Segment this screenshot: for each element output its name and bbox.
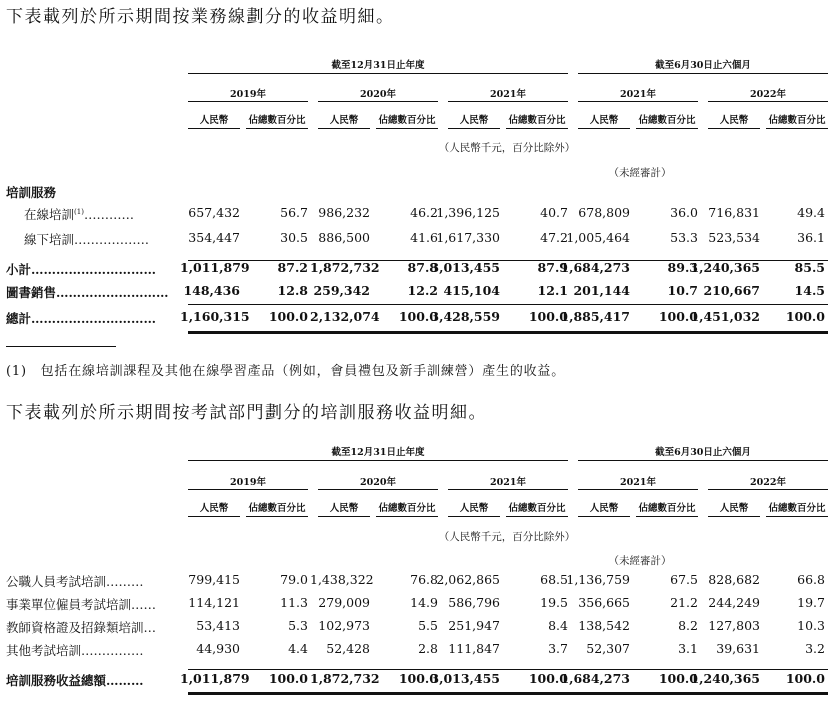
leader-dots: ……: [131, 597, 157, 612]
col-header-pct: 佔總數百分比: [378, 115, 436, 126]
cell-pct: 12.2: [407, 283, 438, 298]
cell-pct: 8.4: [548, 618, 568, 633]
cell-pct: 66.8: [797, 572, 825, 587]
cell-pct: 5.3: [288, 618, 308, 633]
col-header-rmb: 人民幣: [719, 115, 749, 126]
col-underline: [318, 128, 370, 129]
total-double-rule: [188, 692, 828, 695]
cell-pct: 49.4: [797, 205, 825, 220]
year-header: 2022年: [750, 89, 786, 100]
cell-pct: 67.5: [670, 572, 698, 587]
cell-rmb: 1,011,879: [180, 671, 250, 686]
cell-pct: 2.8: [418, 641, 438, 656]
col-header-pct: 佔總數百分比: [378, 503, 436, 514]
cell-pct: 3.1: [678, 641, 698, 656]
footnote-divider: [6, 346, 116, 347]
units-note: （人民幣千元，百分比除外）: [438, 531, 576, 543]
col-underline: [376, 516, 438, 517]
cell-pct: 87.8: [407, 260, 438, 275]
cell-pct: 100.0: [658, 671, 698, 686]
row-label: [6, 641, 144, 659]
cell-pct: 100.0: [398, 671, 438, 686]
year-underline: [578, 101, 698, 102]
cell-rmb: 657,432: [188, 205, 240, 220]
col-underline: [448, 516, 500, 517]
cell-pct: 56.7: [280, 205, 308, 220]
table-row: [0, 641, 829, 661]
year-underline: [448, 489, 568, 490]
col-underline: [636, 516, 698, 517]
cell-pct: 85.5: [794, 260, 825, 275]
col-header-pct: 佔總數百分比: [768, 503, 826, 514]
cell-pct: 100.0: [528, 309, 568, 324]
cell-pct: 53.3: [670, 230, 698, 245]
col-header-rmb: 人民幣: [199, 115, 229, 126]
cell-pct: 36.0: [670, 205, 698, 220]
cell-rmb: 1,438,322: [310, 572, 374, 587]
col-underline: [766, 516, 828, 517]
table-row: [0, 260, 829, 280]
col-header-pct: 佔總數百分比: [508, 503, 566, 514]
cell-pct: 36.1: [797, 230, 825, 245]
year-header: 2019年: [230, 89, 266, 100]
cell-pct: 89.3: [667, 260, 698, 275]
unaudited-note: （未經審計）: [608, 555, 672, 567]
year-header: 2019年: [230, 477, 266, 488]
cell-rmb: 201,144: [573, 283, 630, 298]
cell-pct: 76.8: [410, 572, 438, 587]
col-header-rmb: 人民幣: [329, 503, 359, 514]
year-underline: [318, 101, 438, 102]
cell-rmb: 3,428,559: [430, 309, 500, 324]
table-row: [0, 618, 829, 638]
row-label: [24, 230, 149, 248]
intro-business-line: 下表載列於所示期間按業務線劃分的收益明細。: [6, 7, 395, 27]
col-underline: [246, 128, 308, 129]
year-header: 2020年: [360, 477, 396, 488]
period-underline: [578, 460, 828, 461]
cell-pct: 4.4: [288, 641, 308, 656]
cell-pct: 68.5: [540, 572, 568, 587]
intro-exam-category: 下表載列於所示期間按考試部門劃分的培訓服務收益明細。: [6, 403, 487, 423]
cell-rmb: 1,684,273: [560, 671, 630, 686]
cell-rmb: 986,232: [318, 205, 370, 220]
cell-rmb: 279,009: [318, 595, 370, 610]
row-label-text: 事業單位僱員考試培訓: [6, 597, 132, 612]
cell-rmb: 251,947: [448, 618, 500, 633]
period-header-full-year: 截至12月31日止年度: [331, 447, 425, 458]
cell-rmb: 52,428: [326, 641, 370, 656]
cell-pct: 40.7: [540, 205, 568, 220]
leader-dots: ………………: [74, 232, 150, 247]
cell-rmb: 1,136,759: [566, 572, 630, 587]
cell-rmb: 244,249: [708, 595, 760, 610]
cell-rmb: 39,631: [716, 641, 760, 656]
col-underline: [766, 128, 828, 129]
year-header: 2021年: [490, 89, 526, 100]
year-underline: [318, 489, 438, 490]
cell-pct: 21.2: [670, 595, 698, 610]
row-label-text: 在線培訓: [24, 207, 75, 222]
cell-pct: 100.0: [528, 671, 568, 686]
col-header-pct: 佔總數百分比: [768, 115, 826, 126]
cell-pct: 5.5: [418, 618, 438, 633]
col-header-rmb: 人民幣: [459, 503, 489, 514]
cell-pct: 12.1: [537, 283, 568, 298]
period-header-six-months: 截至6月30日止六個月: [655, 447, 751, 458]
cell-rmb: 1,617,330: [436, 230, 500, 245]
row-label: [6, 595, 156, 613]
year-header: 2021年: [620, 477, 656, 488]
year-header: 2021年: [490, 477, 526, 488]
col-header-pct: 佔總數百分比: [508, 115, 566, 126]
cell-rmb: 1,872,732: [310, 671, 380, 686]
period-underline: [188, 73, 568, 74]
cell-rmb: 102,973: [318, 618, 370, 633]
cell-rmb: 354,447: [188, 230, 240, 245]
cell-rmb: 1,160,315: [180, 309, 250, 324]
footnote: (1) 包括在線培訓課程及其他在線學習產品（例如，會員禮包及新手訓練營）產生的收益。: [6, 364, 566, 379]
leader-dots: ………: [106, 574, 144, 589]
cell-rmb: 1,005,464: [566, 230, 630, 245]
row-label-text: 圖書銷售: [6, 285, 57, 300]
cell-pct: 14.5: [794, 283, 825, 298]
cell-rmb: 716,831: [708, 205, 760, 220]
row-label: [6, 309, 156, 327]
year-underline: [578, 489, 698, 490]
cell-rmb: 111,847: [448, 641, 500, 656]
revenue-by-business-line-table: [0, 0, 829, 340]
leader-dots: …………: [83, 207, 134, 222]
cell-rmb: 52,307: [586, 641, 630, 656]
col-underline: [448, 128, 500, 129]
cell-pct: 100.0: [268, 309, 308, 324]
cell-rmb: 1,451,032: [690, 309, 760, 324]
cell-pct: 14.9: [410, 595, 438, 610]
table-row: [0, 671, 829, 691]
cell-rmb: 3,013,455: [430, 260, 500, 275]
cell-rmb: 148,436: [183, 283, 240, 298]
cell-rmb: 44,930: [196, 641, 240, 656]
col-header-pct: 佔總數百分比: [638, 115, 696, 126]
col-header-pct: 佔總數百分比: [638, 503, 696, 514]
cell-rmb: 828,682: [708, 572, 760, 587]
year-header: 2020年: [360, 89, 396, 100]
row-label: [24, 205, 134, 223]
col-header-rmb: 人民幣: [329, 115, 359, 126]
cell-pct: 3.7: [548, 641, 568, 656]
cell-pct: 10.7: [667, 283, 698, 298]
col-underline: [578, 516, 630, 517]
cell-rmb: 1,396,125: [436, 205, 500, 220]
cell-pct: 46.2: [410, 205, 438, 220]
cell-pct: 30.5: [280, 230, 308, 245]
cell-pct: 100.0: [398, 309, 438, 324]
cell-pct: 19.5: [540, 595, 568, 610]
col-underline: [318, 516, 370, 517]
col-header-pct: 佔總數百分比: [248, 115, 306, 126]
row-label-text: 線下培訓: [24, 232, 75, 247]
col-underline: [188, 128, 240, 129]
section-label: 培訓服務: [6, 185, 57, 200]
cell-pct: 41.6: [410, 230, 438, 245]
cell-rmb: 127,803: [708, 618, 760, 633]
cell-pct: 87.9: [537, 260, 568, 275]
col-underline: [246, 516, 308, 517]
col-header-rmb: 人民幣: [199, 503, 229, 514]
col-underline: [708, 516, 760, 517]
col-header-rmb: 人民幣: [589, 115, 619, 126]
table-row: [0, 283, 829, 303]
cell-rmb: 886,500: [318, 230, 370, 245]
leader-dots: …………………………: [31, 311, 157, 326]
cell-rmb: 53,413: [196, 618, 240, 633]
leader-dots: …: [143, 620, 157, 635]
col-underline: [708, 128, 760, 129]
total-rule: [188, 304, 828, 305]
cell-rmb: 1,240,365: [690, 260, 760, 275]
units-note: （人民幣千元，百分比除外）: [438, 142, 576, 154]
cell-pct: 100.0: [268, 671, 308, 686]
cell-pct: 3.2: [805, 641, 825, 656]
cell-rmb: 114,121: [188, 595, 240, 610]
total-rule: [188, 669, 828, 670]
cell-rmb: 799,415: [188, 572, 240, 587]
period-underline: [578, 73, 828, 74]
col-header-rmb: 人民幣: [459, 115, 489, 126]
cell-pct: 79.0: [280, 572, 308, 587]
row-label-text: 公職人員考試培訓: [6, 574, 107, 589]
row-label: [6, 283, 169, 301]
leader-dots: ……………: [81, 643, 144, 658]
cell-rmb: 1,872,732: [310, 260, 380, 275]
cell-rmb: 1,240,365: [690, 671, 760, 686]
col-underline: [506, 128, 568, 129]
table-row: [0, 572, 829, 592]
cell-pct: 100.0: [785, 309, 825, 324]
col-underline: [578, 128, 630, 129]
cell-rmb: 586,796: [448, 595, 500, 610]
cell-rmb: 1,885,417: [560, 309, 630, 324]
table-row: [0, 230, 829, 250]
row-label-text: 小計: [6, 262, 32, 277]
cell-rmb: 2,062,865: [436, 572, 500, 587]
table-row: [0, 309, 829, 329]
period-header-six-months: 截至6月30日止六個月: [655, 60, 751, 71]
cell-pct: 12.8: [277, 283, 308, 298]
cell-rmb: 678,809: [578, 205, 630, 220]
col-header-rmb: 人民幣: [719, 503, 749, 514]
row-label: [6, 572, 144, 590]
cell-rmb: 2,132,074: [310, 309, 380, 324]
cell-pct: 100.0: [658, 309, 698, 324]
year-underline: [708, 489, 828, 490]
row-label-text: 教師資格證及招錄類培訓: [6, 620, 144, 635]
row-label: [6, 260, 156, 278]
year-header: 2022年: [750, 477, 786, 488]
cell-rmb: 3,013,455: [430, 671, 500, 686]
cell-rmb: 259,342: [313, 283, 370, 298]
leader-dots: ………………………: [56, 285, 169, 300]
subtotal-rule: [188, 260, 828, 261]
period-header-full-year: 截至12月31日止年度: [331, 60, 425, 71]
col-underline: [636, 128, 698, 129]
col-header-pct: 佔總數百分比: [248, 503, 306, 514]
cell-rmb: 415,104: [443, 283, 500, 298]
cell-pct: 19.7: [797, 595, 825, 610]
year-underline: [188, 489, 308, 490]
col-underline: [376, 128, 438, 129]
table-row: [0, 595, 829, 615]
cell-rmb: 1,011,879: [180, 260, 250, 275]
row-label-text: 總計: [6, 311, 32, 326]
row-label-text: 培訓服務收益總額: [6, 673, 107, 688]
year-underline: [448, 101, 568, 102]
row-label: [6, 671, 144, 689]
year-underline: [708, 101, 828, 102]
footnote-ref: (1): [74, 207, 84, 216]
cell-pct: 8.2: [678, 618, 698, 633]
training-revenue-by-exam-table: [0, 396, 829, 712]
cell-pct: 10.3: [797, 618, 825, 633]
cell-pct: 47.2: [540, 230, 568, 245]
col-underline: [506, 516, 568, 517]
section-label-row: [0, 183, 829, 203]
unaudited-note: （未經審計）: [608, 167, 672, 179]
cell-rmb: 356,665: [578, 595, 630, 610]
row-label: [6, 618, 156, 636]
row-label-text: 其他考試培訓: [6, 643, 82, 658]
year-header: 2021年: [620, 89, 656, 100]
col-header-rmb: 人民幣: [589, 503, 619, 514]
cell-rmb: 210,667: [703, 283, 760, 298]
col-underline: [188, 516, 240, 517]
cell-rmb: 1,684,273: [560, 260, 630, 275]
leader-dots: ………: [106, 673, 144, 688]
cell-pct: 87.2: [277, 260, 308, 275]
year-underline: [188, 101, 308, 102]
cell-pct: 11.3: [280, 595, 308, 610]
period-underline: [188, 460, 568, 461]
cell-rmb: 523,534: [708, 230, 760, 245]
table-row: [0, 205, 829, 225]
total-double-rule: [188, 331, 828, 334]
leader-dots: …………………………: [31, 262, 157, 277]
cell-rmb: 138,542: [578, 618, 630, 633]
cell-pct: 100.0: [785, 671, 825, 686]
